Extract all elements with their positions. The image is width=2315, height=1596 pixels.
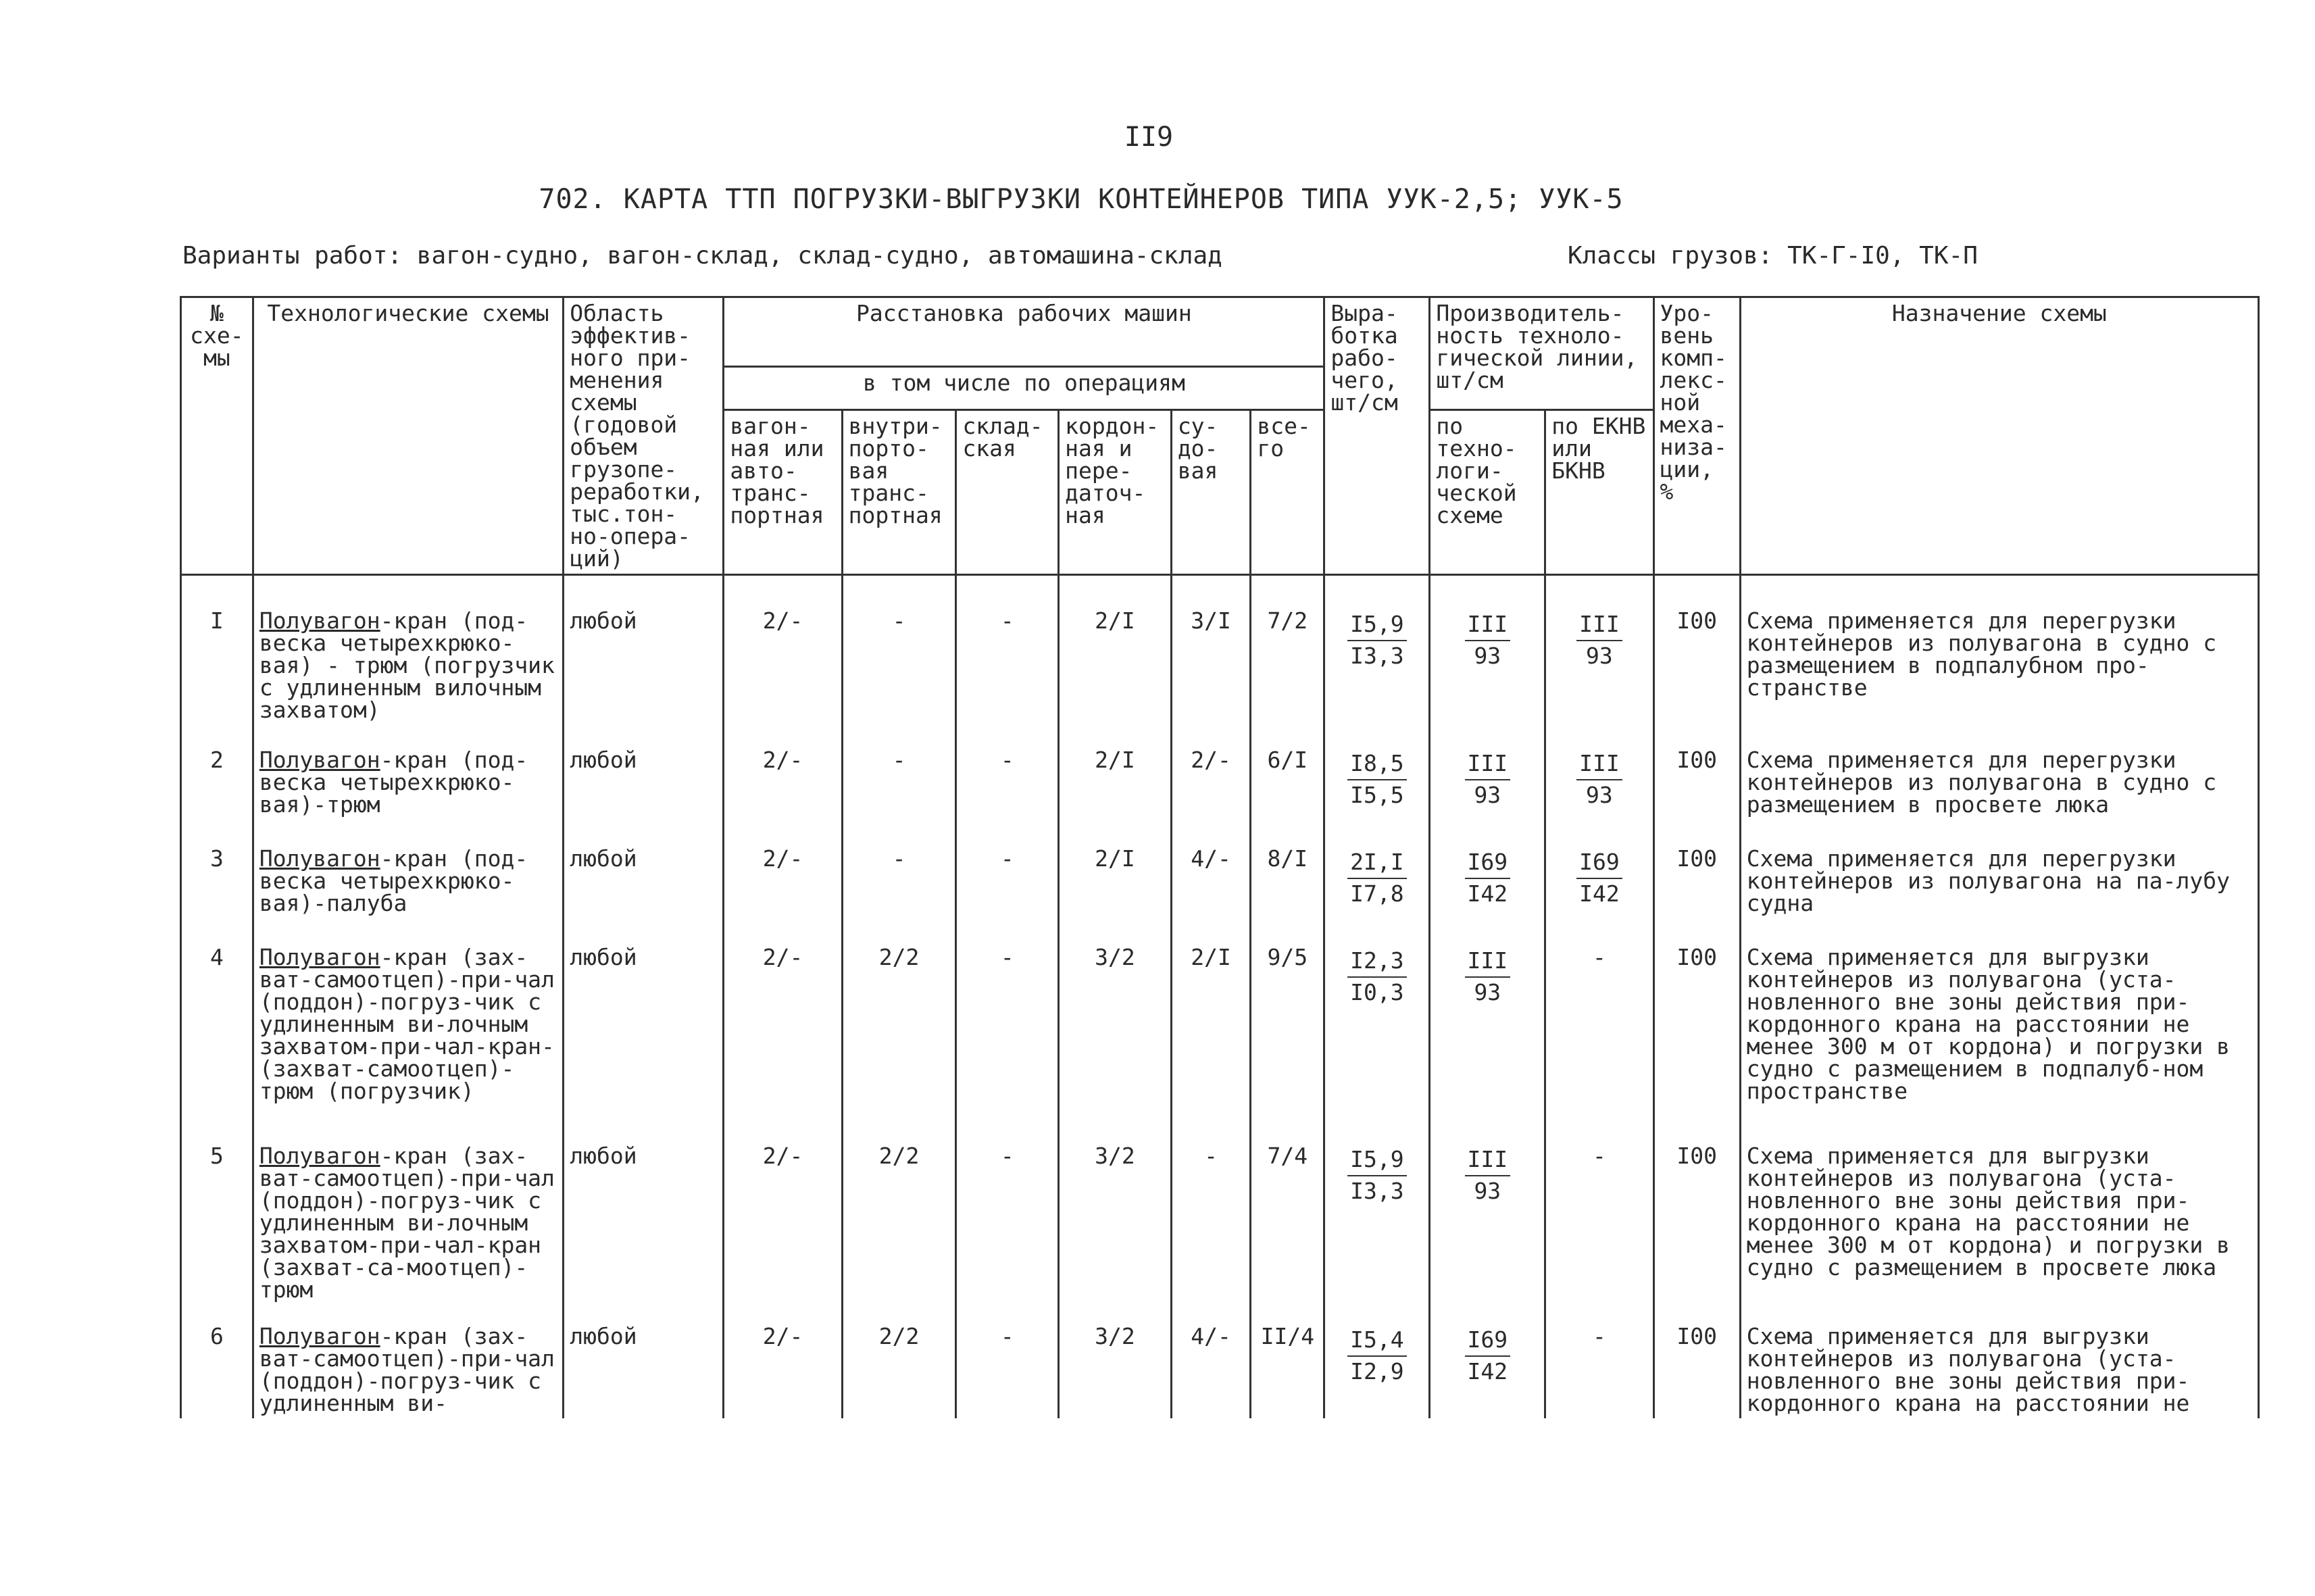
- row-mech: I00: [1653, 827, 1740, 926]
- row-op: 2/-: [724, 1305, 842, 1418]
- row-op: 4/-: [1171, 1305, 1251, 1418]
- output-bot: I5,5: [1350, 781, 1404, 808]
- row-prod-ekhv: [1545, 728, 1653, 827]
- row-output: [1324, 827, 1430, 926]
- ekhv-bot: 93: [1586, 642, 1613, 669]
- row-prod-tech: [1430, 827, 1545, 926]
- prod-top: III: [1465, 609, 1511, 641]
- row-op: 2/I: [1171, 926, 1251, 1124]
- row-output: [1324, 575, 1430, 729]
- row-area: любой: [564, 1124, 724, 1305]
- row-op: -: [956, 827, 1059, 926]
- row-tech: [253, 575, 563, 729]
- prod-bot: 93: [1474, 642, 1501, 669]
- prod-bot: I42: [1467, 1357, 1508, 1385]
- table-row: [181, 926, 2259, 1124]
- output-bot: I0,3: [1350, 978, 1404, 1005]
- ekhv-bot: I42: [1579, 880, 1620, 907]
- header-placement: Расстановка рабочих машин: [724, 297, 1324, 367]
- row-op: 4/-: [1171, 827, 1251, 926]
- row-tech-lead: Полувагон: [259, 1323, 380, 1349]
- row-op: 2/-: [724, 728, 842, 827]
- header-op-inport: внутри-порто-вая транс-портная: [842, 409, 956, 574]
- header-prod-ekhv: по ЕКНВ или БКНВ: [1545, 409, 1653, 574]
- row-tech: [253, 827, 563, 926]
- row-output: [1324, 728, 1430, 827]
- cargo-classes: Классы грузов: ТК-Г-I0, ТК-П: [1568, 242, 1978, 270]
- row-op: 2/-: [724, 1124, 842, 1305]
- prod-bot: 93: [1474, 1177, 1501, 1204]
- row-num: 5: [181, 1124, 253, 1305]
- output-bot: I2,9: [1350, 1357, 1404, 1385]
- row-op: 3/2: [1059, 1124, 1172, 1305]
- table-row: [181, 827, 2259, 926]
- row-mech: I00: [1653, 728, 1740, 827]
- row-num: I: [181, 575, 253, 729]
- row-op: 2/2: [842, 1305, 956, 1418]
- row-op: 3/I: [1171, 575, 1251, 729]
- row-purpose: Схема применяется для выгрузки контейнеров из полувагона (уста-новленного вне зоны действия при-кордонного крана на расстоянии не: [1740, 1305, 2258, 1418]
- row-op: 2/2: [842, 926, 956, 1124]
- row-num: 3: [181, 827, 253, 926]
- row-tech-lead: Полувагон: [259, 747, 380, 773]
- row-op: 2/I: [1059, 827, 1172, 926]
- output-bot: I3,3: [1350, 1177, 1404, 1204]
- row-prod-ekhv: -: [1545, 926, 1653, 1124]
- ekhv-bot: 93: [1586, 781, 1613, 808]
- header-op-berth: кордон-ная и пере-даточ-ная: [1059, 409, 1172, 574]
- row-tech-lead: Полувагон: [259, 607, 380, 634]
- row-op: 2/-: [724, 827, 842, 926]
- row-tech-rest: -кран (зах-ват-самоотцеп)-при-чал (поддон)-погруз-чик с удлиненным ви-лочным захватом-при-чал-кран-(захват-самоотцеп)-трюм (погрузчик): [259, 944, 555, 1104]
- row-tech-rest: -кран (под-веска четырехкрюко-вая)-трюм: [259, 747, 528, 818]
- prod-top: I69: [1465, 847, 1511, 879]
- header-productivity: Производитель-ность техноло-гической линии, шт/см: [1430, 297, 1653, 410]
- row-prod-tech: [1430, 926, 1545, 1124]
- row-op: -: [842, 827, 956, 926]
- work-variants: Варианты работ: вагон-судно, вагон-склад, склад-судно, автомашина-склад: [182, 242, 1222, 270]
- row-output: [1324, 1124, 1430, 1305]
- row-op: 8/I: [1251, 827, 1324, 926]
- row-op: 2/-: [1171, 728, 1251, 827]
- header-tech: Технологические схемы: [253, 297, 563, 575]
- table-row: [181, 1124, 2259, 1305]
- row-prod-ekhv: -: [1545, 1305, 1653, 1418]
- table-row: [181, 728, 2259, 827]
- row-prod-tech: [1430, 575, 1545, 729]
- row-area: любой: [564, 575, 724, 729]
- row-prod-tech: [1430, 1305, 1545, 1418]
- header-op-ship: су-до-вая: [1171, 409, 1251, 574]
- output-top: I8,5: [1347, 749, 1406, 780]
- prod-bot: 93: [1474, 781, 1501, 808]
- row-tech: [253, 1305, 563, 1418]
- row-op: -: [956, 1305, 1059, 1418]
- row-op: -: [1171, 1124, 1251, 1305]
- row-purpose: Схема применяется для перегрузки контейнеров из полувагона в судно с размещением в подпалубном про-странстве: [1740, 575, 2258, 729]
- row-op: -: [956, 926, 1059, 1124]
- header-output: Выра-ботка рабо-чего, шт/см: [1324, 297, 1430, 575]
- row-tech-lead: Полувагон: [259, 944, 380, 970]
- ekhv-top: III: [1576, 749, 1622, 780]
- prod-top: III: [1465, 749, 1511, 780]
- row-op: -: [842, 575, 956, 729]
- row-tech-lead: Полувагон: [259, 845, 380, 872]
- row-mech: I00: [1653, 926, 1740, 1124]
- prod-bot: 93: [1474, 978, 1501, 1005]
- row-op: II/4: [1251, 1305, 1324, 1418]
- row-area: любой: [564, 926, 724, 1124]
- technology-table: [180, 296, 2260, 1418]
- row-op: 7/2: [1251, 575, 1324, 729]
- row-op: 2/I: [1059, 575, 1172, 729]
- output-top: I5,9: [1347, 1145, 1406, 1176]
- header-num: № схе-мы: [181, 297, 253, 575]
- row-num: 2: [181, 728, 253, 827]
- row-purpose: Схема применяется для выгрузки контейнеров из полувагона (уста-новленного вне зоны действия при-кордонного крана на расстоянии не менее 300 м от кордона) и погрузки в судно с размещением в подпалуб-ном пространстве: [1740, 926, 2258, 1124]
- prod-top: I69: [1465, 1325, 1511, 1357]
- output-bot: I3,3: [1350, 642, 1404, 669]
- ekhv-top: III: [1576, 609, 1622, 641]
- row-op: -: [956, 728, 1059, 827]
- row-mech: I00: [1653, 1124, 1740, 1305]
- header-op-wagon: вагон-ная или авто-транс-портная: [724, 409, 842, 574]
- row-tech: [253, 926, 563, 1124]
- row-tech-lead: Полувагон: [259, 1143, 380, 1169]
- row-output: [1324, 926, 1430, 1124]
- header-including: в том числе по операциям: [724, 367, 1324, 410]
- output-bot: I7,8: [1350, 880, 1404, 907]
- output-top: I5,4: [1347, 1325, 1406, 1357]
- row-op: -: [842, 728, 956, 827]
- row-tech-rest: -кран (под-веска четырехкрюко-вая) - трюм (погрузчик с удлиненным вилочным захватом): [259, 607, 555, 723]
- row-op: -: [956, 1124, 1059, 1305]
- header-prod-tech: по техно-логи-ческой схеме: [1430, 409, 1545, 574]
- row-tech-rest: -кран (под-веска четырехкрюко-вая)-палуба: [259, 845, 528, 916]
- row-output: [1324, 1305, 1430, 1418]
- row-num: 6: [181, 1305, 253, 1418]
- table-row: [181, 575, 2259, 729]
- row-op: 2/-: [724, 575, 842, 729]
- row-op: 3/2: [1059, 926, 1172, 1124]
- row-tech-rest: -кран (зах-ват-самоотцеп)-при-чал (поддон)-погруз-чик с удлиненным ви-лочным захватом-при-чал-кран (захват-са-моотцеп)-трюм: [259, 1143, 555, 1303]
- row-op: 6/I: [1251, 728, 1324, 827]
- row-area: любой: [564, 1305, 724, 1418]
- row-purpose: Схема применяется для перегрузки контейнеров из полувагона на па-лубу судна: [1740, 827, 2258, 926]
- prod-top: III: [1465, 1145, 1511, 1176]
- header-op-warehouse: склад-ская: [956, 409, 1059, 574]
- row-num: 4: [181, 926, 253, 1124]
- output-top: 2I,I: [1347, 847, 1406, 879]
- row-prod-ekhv: [1545, 827, 1653, 926]
- header-op-total: все-го: [1251, 409, 1324, 574]
- row-area: любой: [564, 728, 724, 827]
- row-mech: I00: [1653, 1305, 1740, 1418]
- row-purpose: Схема применяется для выгрузки контейнеров из полувагона (уста-новленного вне зоны действия при-кордонного крана на расстоянии не менее 300 м от кордона) и погрузки в судно с размещением в просвете люка: [1740, 1124, 2258, 1305]
- row-tech: [253, 1124, 563, 1305]
- header-area: Область эффектив-ного при-менения схемы (годовой объем грузопе-реработки, тыс.тон-но-опера-ций): [564, 297, 724, 575]
- prod-top: III: [1465, 946, 1511, 978]
- prod-bot: I42: [1467, 880, 1508, 907]
- row-op: 3/2: [1059, 1305, 1172, 1418]
- row-prod-tech: [1430, 1124, 1545, 1305]
- table-row: [181, 1305, 2259, 1418]
- row-op: 2/2: [842, 1124, 956, 1305]
- row-op: -: [956, 575, 1059, 729]
- output-top: I5,9: [1347, 609, 1406, 641]
- header-mech: Уро-вень комп-лекс-ной меха-низа-ции, %: [1653, 297, 1740, 575]
- row-area: любой: [564, 827, 724, 926]
- row-tech-rest: -кран (зах-ват-самоотцеп)-при-чал (поддон)-погруз-чик с удлиненным ви-: [259, 1323, 555, 1416]
- output-top: I2,3: [1347, 946, 1406, 978]
- ekhv-top: I69: [1576, 847, 1622, 879]
- row-op: 2/I: [1059, 728, 1172, 827]
- row-op: 7/4: [1251, 1124, 1324, 1305]
- row-purpose: Схема применяется для перегрузки контейнеров из полувагона в судно с размещением в просвете люка: [1740, 728, 2258, 827]
- row-prod-ekhv: [1545, 575, 1653, 729]
- row-prod-tech: [1430, 728, 1545, 827]
- row-op: 9/5: [1251, 926, 1324, 1124]
- row-op: 2/-: [724, 926, 842, 1124]
- document-title: 702. КАРТА ТТП ПОГРУЗКИ-ВЫГРУЗКИ КОНТЕЙНЕРОВ ТИПА УУК-2,5; УУК-5: [539, 184, 1624, 215]
- header-purpose: Назначение схемы: [1740, 297, 2258, 575]
- row-prod-ekhv: -: [1545, 1124, 1653, 1305]
- row-tech: [253, 728, 563, 827]
- row-mech: I00: [1653, 575, 1740, 729]
- page-number: II9: [1124, 122, 1174, 153]
